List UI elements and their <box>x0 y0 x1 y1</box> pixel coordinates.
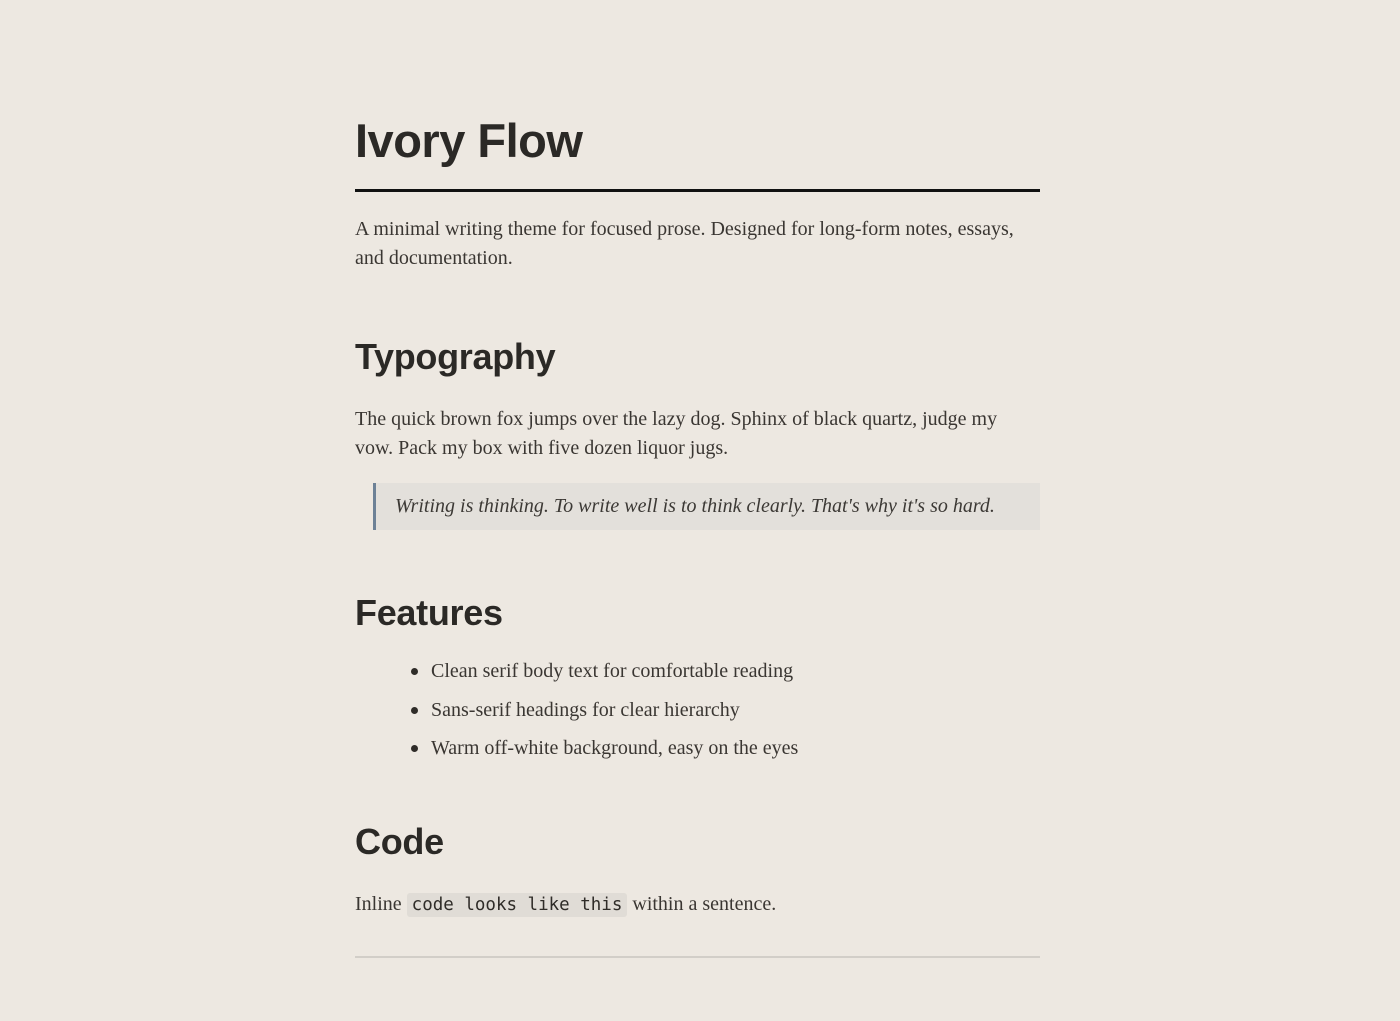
code-text-before: Inline <box>355 893 407 915</box>
code-heading: Code <box>355 821 444 862</box>
quote-block <box>373 483 1040 530</box>
list-item-text: Sans-serif headings for clear hierarchy <box>431 698 740 721</box>
typography-paragraph: The quick brown fox jumps over the lazy dog. Sphinx of black quartz, judge my vow. Pack my box with five dozen liquor jugs. <box>355 408 998 459</box>
bullet-icon <box>411 745 418 752</box>
features-list <box>355 657 1040 763</box>
bullet-icon <box>411 707 418 714</box>
document-page <box>355 0 1040 958</box>
horizontal-rule <box>355 956 1040 958</box>
quote-text: Writing is thinking. To write well is to think clearly. That's why it's so hard. <box>395 495 995 517</box>
page-title: Ivory Flow <box>355 114 1040 192</box>
bullet-icon <box>411 668 418 675</box>
list-item <box>409 696 1040 725</box>
lead-paragraph: A minimal writing theme for focused prose. Designed for long-form notes, essays, and documentation. <box>355 218 1014 269</box>
typography-heading: Typography <box>355 336 556 377</box>
features-heading: Features <box>355 592 503 633</box>
list-item-text: Warm off-white background, easy on the eyes <box>431 737 799 759</box>
code-text-after: within a sentence. <box>627 893 777 915</box>
inline-code: code looks like this <box>407 893 628 917</box>
code-paragraph <box>355 890 1040 920</box>
list-item <box>409 657 1040 686</box>
list-item-text: Clean serif body text for comfortable reading <box>431 660 794 682</box>
list-item <box>409 734 1040 763</box>
